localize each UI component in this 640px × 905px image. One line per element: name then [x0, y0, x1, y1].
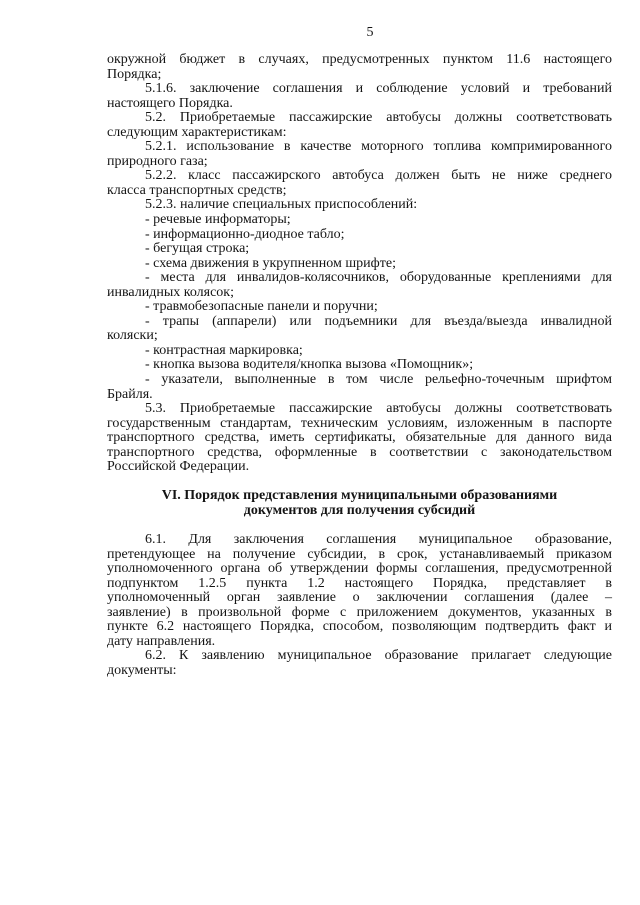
- text-line: 5.2.1. использование в качестве моторного топлива компримированного: [145, 139, 612, 155]
- text-line: - информационно-диодное табло;: [145, 226, 345, 242]
- text-line: окружной бюджет в случаях, предусмотренных пунктом 11.6 настоящего: [107, 52, 612, 67]
- text-line: документы:: [107, 662, 177, 678]
- text-line: класса транспортных средств;: [107, 182, 287, 198]
- clause-6-1: [107, 533, 612, 649]
- list-item-safety-panels: [107, 300, 612, 315]
- text-line: - травмобезопасные панели и поручни;: [145, 299, 378, 315]
- text-line: дату направления.: [107, 633, 216, 649]
- clause-5-1-6: [107, 82, 612, 111]
- text-line: уполномоченного органа об утверждении формы соглашения, предусмотренной: [107, 561, 612, 577]
- text-line: - кнопка вызова водителя/кнопка вызова «Помощник»;: [145, 357, 474, 373]
- document-body: [107, 53, 612, 679]
- text-line: пункте 6.2 настоящего Порядка, способом, позволяющим подтвердить факт и: [107, 619, 612, 635]
- clause-5-2-1: [107, 140, 612, 169]
- text-line: настоящего Порядка.: [107, 95, 233, 111]
- list-item-led-display: [107, 228, 612, 243]
- text-line: претендующее на получение субсидии, в срок, устанавливаемый приказом: [107, 546, 612, 562]
- list-item-wheelchair-places: [107, 271, 612, 300]
- text-line: государственным стандартам, техническим условиям, изложенным в паспорте: [107, 415, 612, 431]
- text-line: - трапы (аппарели) или подъемники для въезда/выезда инвалидной: [145, 313, 612, 329]
- text-line: уполномоченный орган заявление о заключении соглашения (далее –: [107, 590, 612, 606]
- text-line: - контрастная маркировка;: [145, 342, 303, 358]
- text-line: подпунктом 1.2.5 пункта 1.2 настоящего Порядка, представляет в: [107, 575, 612, 591]
- clause-5-2-3: [107, 198, 612, 213]
- text-line: - схема движения в укрупненном шрифте;: [145, 255, 396, 271]
- text-line: 5.2.2. класс пассажирского автобуса должен быть не ниже среднего: [145, 168, 612, 184]
- text-line: - речевые информаторы;: [145, 212, 291, 228]
- text-line: транспортного средства, иметь сертификаты, обязательные для данного вида: [107, 430, 612, 446]
- text-line: 5.3. Приобретаемые пассажирские автобусы должны соответствовать: [145, 401, 612, 417]
- paragraph-continuation: [107, 53, 612, 82]
- section-heading: [107, 489, 612, 518]
- text-line: - указатели, выполненные в том числе рельефно-точечным шрифтом: [145, 372, 612, 388]
- clause-5-2-2: [107, 169, 612, 198]
- text-line: - места для инвалидов-колясочников, оборудованные креплениями для: [145, 270, 612, 286]
- list-item-route-scheme: [107, 257, 612, 272]
- text-line: транспортного средства, оформленные в соответствии с законодательством: [107, 444, 612, 460]
- section-heading-line: документов для получения субсидий: [243, 502, 476, 518]
- text-line: 5.1.6. заключение соглашения и соблюдение условий и требований: [145, 81, 612, 97]
- text-line: следующим характеристикам:: [107, 124, 287, 140]
- text-line: природного газа;: [107, 153, 208, 169]
- text-line: коляски;: [107, 328, 158, 344]
- list-item-speech-informers: [107, 213, 612, 228]
- list-item-braille-signs: [107, 373, 612, 402]
- clause-5-3: [107, 402, 612, 475]
- blank-line: [107, 475, 612, 490]
- list-item-contrast-marking: [107, 344, 612, 359]
- text-line: Российской Федерации.: [107, 459, 250, 475]
- page-number: 5: [366, 25, 374, 40]
- text-line: 5.2. Приобретаемые пассажирские автобусы должны соответствовать: [145, 110, 612, 126]
- section-heading-line: VI. Порядок представления муниципальными образованиями: [161, 488, 558, 504]
- clause-6-2: [107, 649, 612, 678]
- list-item-ramps-lifts: [107, 315, 612, 344]
- text-line: - бегущая строка;: [145, 241, 250, 257]
- list-item-running-line: [107, 242, 612, 257]
- text-line: 6.1. Для заключения соглашения муниципальное образование,: [145, 532, 612, 548]
- text-line: заявление) в произвольной форме с приложением документов, указанных в: [107, 604, 612, 620]
- text-line: 5.2.3. наличие специальных приспособлений:: [145, 197, 418, 213]
- text-line: Порядка;: [107, 66, 162, 82]
- text-line: Брайля.: [107, 386, 153, 402]
- text-line: инвалидных колясок;: [107, 284, 234, 300]
- blank-line: [107, 519, 612, 534]
- text-line: 6.2. К заявлению муниципальное образование прилагает следующие: [145, 648, 612, 664]
- clause-5-2: [107, 111, 612, 140]
- list-item-call-button: [107, 358, 612, 373]
